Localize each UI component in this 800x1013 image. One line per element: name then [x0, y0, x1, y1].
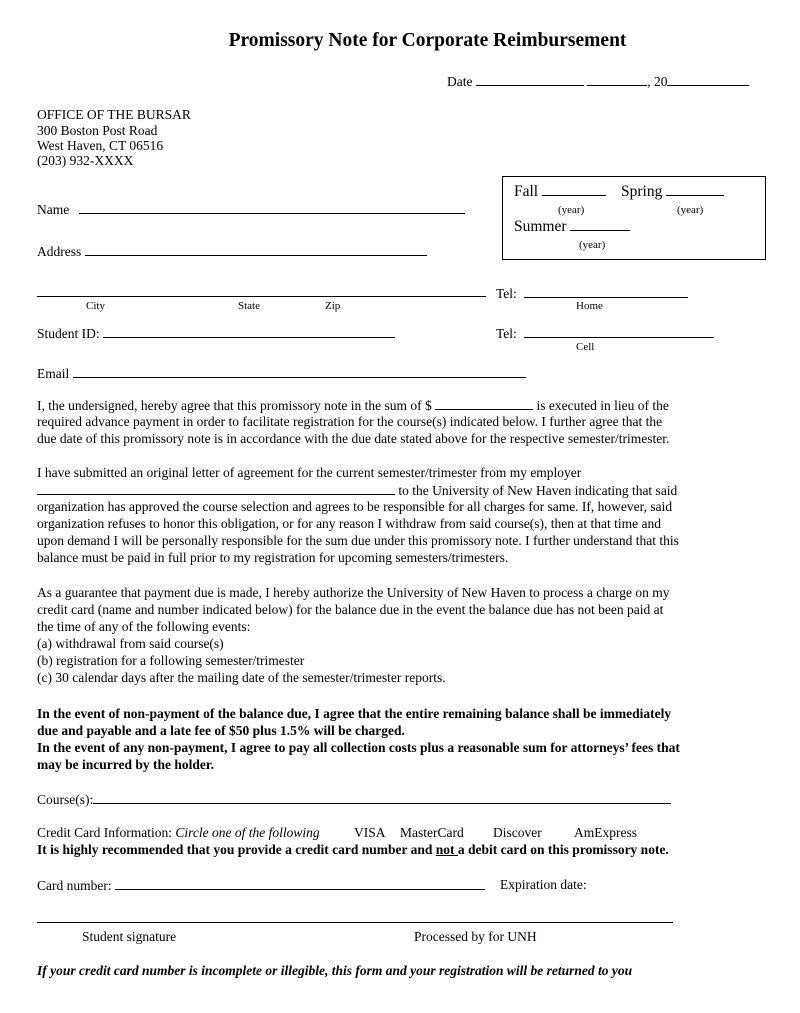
para3-line3: the time of any of the following events:	[37, 619, 251, 634]
event-item: (a) withdrawal from said course(s)	[37, 636, 224, 651]
date-label: Date	[447, 74, 473, 89]
para2-line6: balance must be paid in full prior to my registration for upcoming semesters/trimesters.	[37, 550, 509, 565]
student-id-row	[37, 324, 395, 342]
event-item: (b) registration for a following semester/trimester	[37, 653, 305, 668]
expiration-label: Expiration date:	[500, 877, 587, 892]
para2-line5: upon demand I will be personally responsible for the sum due under this promissory note. I further understand that this	[37, 533, 679, 548]
page-title: Promissory Note for Corporate Reimbursement	[228, 30, 627, 51]
name-label: Name	[37, 202, 70, 217]
card-option-amexpress[interactable]: AmExpress	[574, 825, 637, 840]
spring-label: Spring	[621, 183, 663, 200]
office-phone: (203) 932-XXXX	[37, 153, 134, 168]
para2-line2	[37, 481, 677, 499]
card-number-label: Card number:	[37, 878, 112, 893]
summer-label: Summer	[514, 218, 567, 235]
para2-line3: organization has approved the course selection and agrees to be responsible for all charges for same. If, however, said	[37, 499, 673, 514]
para1-line2: required advance payment in order to facilitate registration for the course(s) indicated below. I further agree that the	[37, 414, 663, 429]
para1-lead: I, the undersigned, hereby agree that this promissory note in the sum of $	[37, 398, 432, 413]
date-month-day-field[interactable]	[476, 72, 584, 86]
para2-line2-suffix: to the University of New Haven indicating that said	[395, 483, 678, 498]
semester-box	[502, 176, 766, 260]
home-tel-label: Tel:	[496, 286, 517, 301]
recommend-pre: It is highly recommended that you provide a credit card number and	[37, 842, 436, 857]
signature-line[interactable]	[37, 922, 673, 923]
email-field[interactable]	[73, 364, 526, 378]
home-tel-field[interactable]	[524, 284, 688, 298]
student-id-field[interactable]	[103, 324, 395, 338]
event-item: (c) 30 calendar days after the mailing date of the semester/trimester reports.	[37, 670, 446, 685]
card-number-row	[37, 876, 485, 894]
para3-line1: As a guarantee that payment due is made, I hereby authorize the University of New Haven to process a charge on my	[37, 585, 670, 600]
cell-tel-row	[496, 324, 714, 342]
notice-line1: In the event of non-payment of the balance due, I agree that the entire remaining balance shall be immediately	[37, 706, 672, 721]
fall-year-caption: (year)	[558, 204, 585, 216]
email-label: Email	[37, 366, 70, 381]
cell-caption: Cell	[576, 341, 595, 353]
card-option-mastercard[interactable]: MasterCard	[400, 825, 464, 840]
credit-card-label: Credit Card Information:	[37, 825, 176, 840]
summer-year-field[interactable]	[570, 217, 630, 231]
city-caption: City	[86, 300, 105, 312]
notice-line2: due and payable and a late fee of $50 plus 1.5% will be charged.	[37, 723, 405, 738]
fall-year-field[interactable]	[542, 182, 606, 196]
para2-line4: organization refuses to honor this obligation, or for any reason I withdraw from said course(s), then at that time and	[37, 516, 661, 531]
summer-year-caption: (year)	[579, 239, 606, 251]
recommendation-line	[37, 841, 669, 858]
para1-rest: is executed in lieu of the	[533, 398, 669, 413]
name-field[interactable]	[79, 200, 465, 214]
fall-row	[514, 182, 606, 200]
date-day-field[interactable]	[587, 72, 647, 86]
state-caption: State	[238, 300, 260, 312]
student-id-label: Student ID:	[37, 326, 100, 341]
student-signature-label: Student signature	[82, 929, 177, 944]
processed-by-label: Processed by for UNH	[414, 929, 537, 944]
spring-row	[621, 182, 724, 200]
notice-line3: In the event of any non-payment, I agree to pay all collection costs plus a reasonable sum for attorneys’ fees that	[37, 740, 680, 755]
address-row	[37, 242, 427, 260]
recommend-post: a debit card on this promissory note.	[457, 842, 669, 857]
city-state-zip-field[interactable]	[37, 296, 486, 297]
zip-caption: Zip	[325, 300, 341, 312]
summer-row	[514, 217, 630, 235]
spring-year-caption: (year)	[677, 204, 704, 216]
credit-card-row	[37, 824, 320, 841]
notice-line4: may be incurred by the holder.	[37, 757, 215, 772]
date-row	[447, 72, 749, 90]
date-year-field[interactable]	[667, 72, 749, 86]
cell-tel-field[interactable]	[524, 324, 714, 338]
recommend-not: not	[435, 842, 458, 857]
name-row	[37, 200, 465, 218]
card-option-visa[interactable]: VISA	[354, 825, 386, 840]
courses-row	[37, 790, 671, 808]
address-label: Address	[37, 244, 82, 259]
para2-line1: I have submitted an original letter of agreement for the current semester/trimester from my employer	[37, 465, 582, 480]
cell-tel-label: Tel:	[496, 326, 517, 341]
employer-field[interactable]	[37, 481, 395, 495]
footer-warning: If your credit card number is incomplete or illegible, this form and your registration will be returned to you	[37, 963, 633, 978]
sum-amount-field[interactable]	[435, 396, 533, 410]
card-option-discover[interactable]: Discover	[493, 825, 542, 840]
courses-field[interactable]	[93, 790, 671, 804]
credit-card-instruction: Circle one of the following	[175, 825, 320, 840]
courses-label: Course(s):	[37, 792, 94, 807]
home-caption: Home	[576, 300, 603, 312]
address-field[interactable]	[85, 242, 427, 256]
email-row	[37, 364, 526, 382]
date-year-prefix: , 20	[647, 74, 668, 89]
card-number-field[interactable]	[115, 876, 485, 890]
para1-line1	[37, 396, 669, 414]
office-street: 300 Boston Post Road	[37, 123, 158, 138]
office-name: OFFICE OF THE BURSAR	[37, 107, 191, 122]
office-city: West Haven, CT 06516	[37, 138, 164, 153]
fall-label: Fall	[514, 183, 539, 200]
spring-year-field[interactable]	[666, 182, 724, 196]
para3-line2: credit card (name and number indicated below) for the balance due in the event the balance due has not been paid at	[37, 602, 664, 617]
para1-line3: due date of this promissory note is in accordance with the due date stated above for the respective semester/trimester.	[37, 431, 670, 446]
